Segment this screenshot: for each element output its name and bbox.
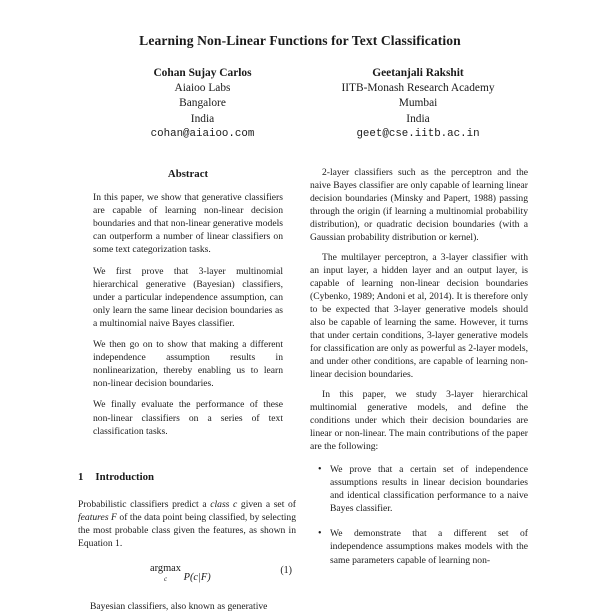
abstract-section: [93, 168, 283, 446]
abstract-paragraph: In this paper, we show that generative classifiers are capable of learning non-linear decision boundaries and that non-linear generative models can outperform a number of linear classifiers on some text categorization tasks.: [93, 192, 283, 256]
equation-expression: [150, 562, 211, 584]
author-city: Bangalore: [179, 97, 226, 110]
author-affiliation: Aiaioo Labs: [174, 82, 231, 95]
list-item: [310, 527, 528, 566]
equation-1: [78, 560, 296, 594]
introduction-section: [78, 471, 296, 614]
equation-number: (1): [280, 565, 292, 577]
body-paragraph: The multilayer perceptron, a 3-layer classifier with an input layer, a hidden layer and an output layer, is capable of learning non-linear decision boundaries (Cybenko, 1989; Andoni et al, 2014). It is therefore only to be expected that 3-layer generative models should also be capable of learning the same. However, it turns that under certain conditions, 3-layer generative models for classification are only as powerful as 2-layer models, and under other conditions, are capable of learning non-linear decision boundaries.: [310, 251, 528, 381]
author-country: India: [406, 112, 430, 125]
intro-paragraph: Bayesian classifiers, also known as generative: [90, 601, 268, 613]
list-item: [310, 463, 528, 515]
author-email[interactable]: geet@cse.iitb.ac.in: [356, 127, 480, 140]
author-name: Geetanjali Rakshit: [372, 67, 464, 79]
author-block-2: [318, 66, 518, 142]
list-item-text: We demonstrate that a different set of independence assumptions makes models with the same parameters capable of learning non-: [330, 528, 528, 566]
author-name: Cohan Sujay Carlos: [153, 67, 252, 79]
list-item-text: We prove that a certain set of independence assumptions results in linear decision boundaries and identical classification performance to a naive Bayes classifier.: [330, 463, 528, 515]
bullet-icon: •: [318, 463, 322, 475]
author-affiliation: IITB-Monash Research Academy: [341, 82, 495, 95]
section-heading: [78, 471, 296, 484]
paper-title: Learning Non-Linear Functions for Text Classification: [139, 33, 461, 48]
author-country: India: [190, 112, 215, 125]
equation-body: P(c|F): [183, 572, 211, 584]
argmax-operator: [150, 562, 181, 582]
abstract-heading: Abstract: [167, 168, 209, 180]
body-paragraph: In this paper, we study 3-layer hierarchical multinomial generative models, and define the conditions under which their decision boundaries are linear or non-linear. The main contributions of the paper are the following:: [310, 388, 528, 452]
operator-text: argmax: [150, 563, 181, 575]
author-block-1: [100, 66, 305, 142]
text-run: of the data point being classified, by selecting the most probable class given the features, as shown in Equation 1.: [78, 512, 297, 550]
author-email[interactable]: cohan@aiaioo.com: [150, 127, 255, 140]
text-run: Probabilistic classifiers predict a: [78, 499, 211, 511]
emphasis-class: class c: [210, 499, 238, 511]
right-column: [310, 166, 528, 579]
contributions-list: [310, 463, 528, 567]
bullet-icon: •: [318, 528, 322, 540]
section-number: 1: [78, 471, 84, 483]
operator-subscript: c: [163, 574, 168, 583]
abstract-paragraph: We first prove that 3-layer multinomial hierarchical generative (Bayesian) classifiers, under a particular independence assumption, can only learn the same linear decision boundaries as a multinomial naive Bayes classifier.: [93, 265, 283, 329]
abstract-paragraph: We then go on to show that making a different independence assumption results in nonlinearization, thereby enabling us to learn non-linear decision boundaries.: [93, 339, 283, 390]
section-title: Introduction: [95, 471, 155, 483]
author-city: Mumbai: [398, 97, 438, 110]
body-paragraph: 2-layer classifiers such as the perceptron and the naive Bayes classifier are only capable of learning linear decision boundaries (Minsky and Papert, 1988) passing through the origin (if learning a multinomial probability distribution), or quadratic decision boundaries (with a Gaussian probability distribution or kernel).: [310, 167, 528, 244]
text-run: given a set of: [237, 499, 296, 511]
abstract-paragraph: We finally evaluate the performance of these non-linear classifiers on a series of text classification tasks.: [93, 399, 283, 437]
emphasis-features: features F: [78, 512, 117, 524]
intro-paragraph: [78, 498, 296, 550]
